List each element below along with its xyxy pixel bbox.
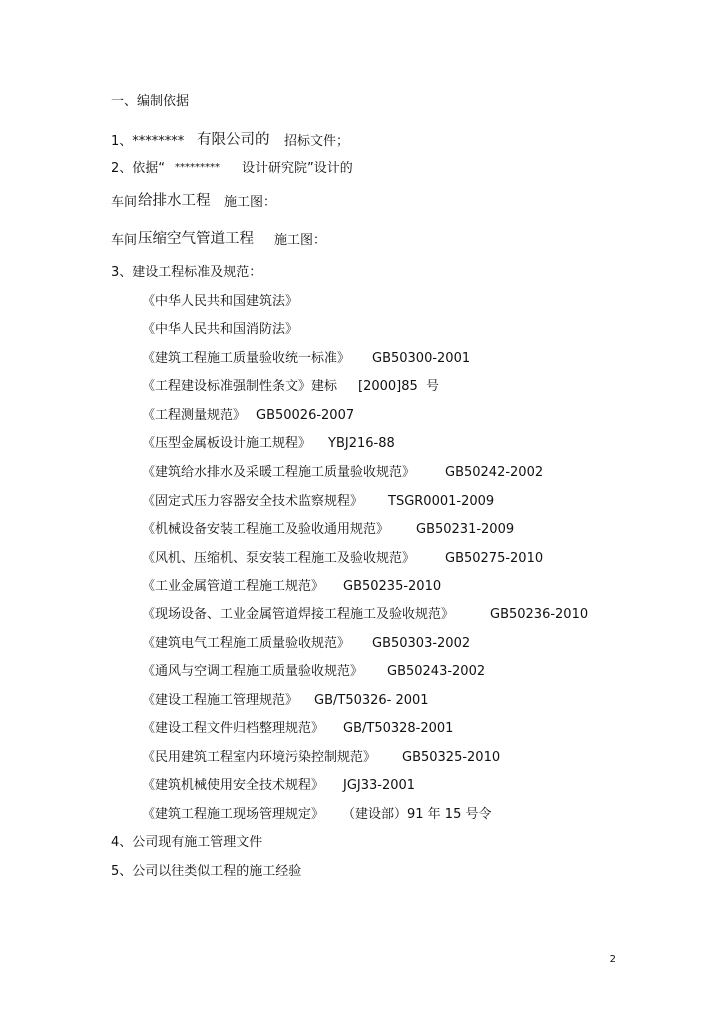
standard-code: GB50275-2010	[445, 551, 544, 566]
standard-code: GB50231-2009	[416, 522, 515, 537]
standard-code: JGJ33-2001	[343, 778, 416, 793]
item-5: 5、公司以往类似工程的施工经验	[111, 864, 302, 879]
standard-name: 《建筑电气工程施工质量验收规范》	[142, 636, 351, 651]
standard-code: GB/T50326- 2001	[314, 693, 429, 708]
standard-code: GB50300-2001	[372, 351, 471, 366]
item-4: 4、公司现有施工管理文件	[111, 835, 263, 850]
item-2-prefix: 2、依据“	[111, 161, 166, 176]
standard-name: 《建筑机械使用安全技术规程》	[142, 778, 325, 793]
standard-name: 《中华人民共和国消防法》	[142, 322, 299, 337]
drawing-1-emph: 给排水工程	[138, 193, 211, 209]
standard-name: 《风机、压缩机、泵安装工程施工及验收规范》	[142, 551, 416, 566]
standard-name: 《建筑给水排水及采暖工程施工质量验收规范》	[142, 465, 416, 480]
standard-code: GB/T50328-2001	[343, 721, 454, 736]
standard-code: GB50026-2007	[256, 408, 355, 423]
standard-name: 《工程测量规范》	[142, 408, 247, 423]
section-heading: 一、编制依据	[111, 94, 190, 109]
standard-code: YBJ216-88	[328, 436, 395, 451]
drawing-2-pre: 车间	[111, 233, 138, 248]
standard-name: 《工业金属管道工程施工规范》	[142, 579, 325, 594]
drawing-1-pre: 车间	[111, 195, 138, 210]
item-2-stars: *********	[175, 162, 220, 173]
standard-name: 《中华人民共和国建筑法》	[142, 294, 299, 309]
standard-name: 《建设工程文件归档整理规范》	[142, 721, 325, 736]
standard-name: 《固定式压力容器安全技术监察规程》	[142, 494, 364, 509]
standard-name: 《建筑工程施工质量验收统一标准》	[142, 351, 351, 366]
standard-code: GB50325-2010	[402, 750, 501, 765]
item-1-prefix: 1、********	[111, 134, 185, 149]
standard-code: GB50235-2010	[343, 579, 442, 594]
standard-code: GB50303-2002	[372, 636, 471, 651]
standard-name: 《工程建设标准强制性条文》建标	[142, 379, 338, 394]
standard-code: GB50242-2002	[445, 465, 544, 480]
drawing-2-post: 施工图：	[274, 233, 327, 248]
item-2-institute: 设计研究院”设计的	[242, 161, 353, 176]
drawing-1-post: 施工图：	[224, 195, 277, 210]
drawing-2-emph: 压缩空气管道工程	[138, 231, 254, 247]
item-1-suffix: 招标文件；	[284, 134, 350, 149]
standard-code: TSGR0001-2009	[388, 494, 495, 509]
standard-name: 《现场设备、工业金属管道焊接工程施工及验收规范》	[142, 607, 455, 622]
standard-name: 《通风与空调工程施工质量验收规范》	[142, 664, 364, 679]
standard-code: [2000]85 号	[358, 379, 440, 394]
standard-name: 《建筑工程施工现场管理规定》	[142, 807, 325, 822]
page-number: 2	[609, 954, 616, 965]
standard-name: 《机械设备安装工程施工及验收通用规范》	[142, 522, 390, 537]
standard-code: GB50243-2002	[387, 664, 486, 679]
standard-code: GB50236-2010	[490, 607, 589, 622]
standard-code: （建设部）91 年 15 号令	[342, 807, 492, 822]
standard-name: 《民用建筑工程室内环境污染控制规范》	[142, 750, 377, 765]
standard-name: 《压型金属板设计施工规程》	[142, 436, 312, 451]
standard-name: 《建设工程施工管理规范》	[142, 693, 299, 708]
item-1-company: 有限公司的	[197, 132, 270, 148]
item-3-heading: 3、建设工程标准及规范：	[111, 265, 263, 280]
